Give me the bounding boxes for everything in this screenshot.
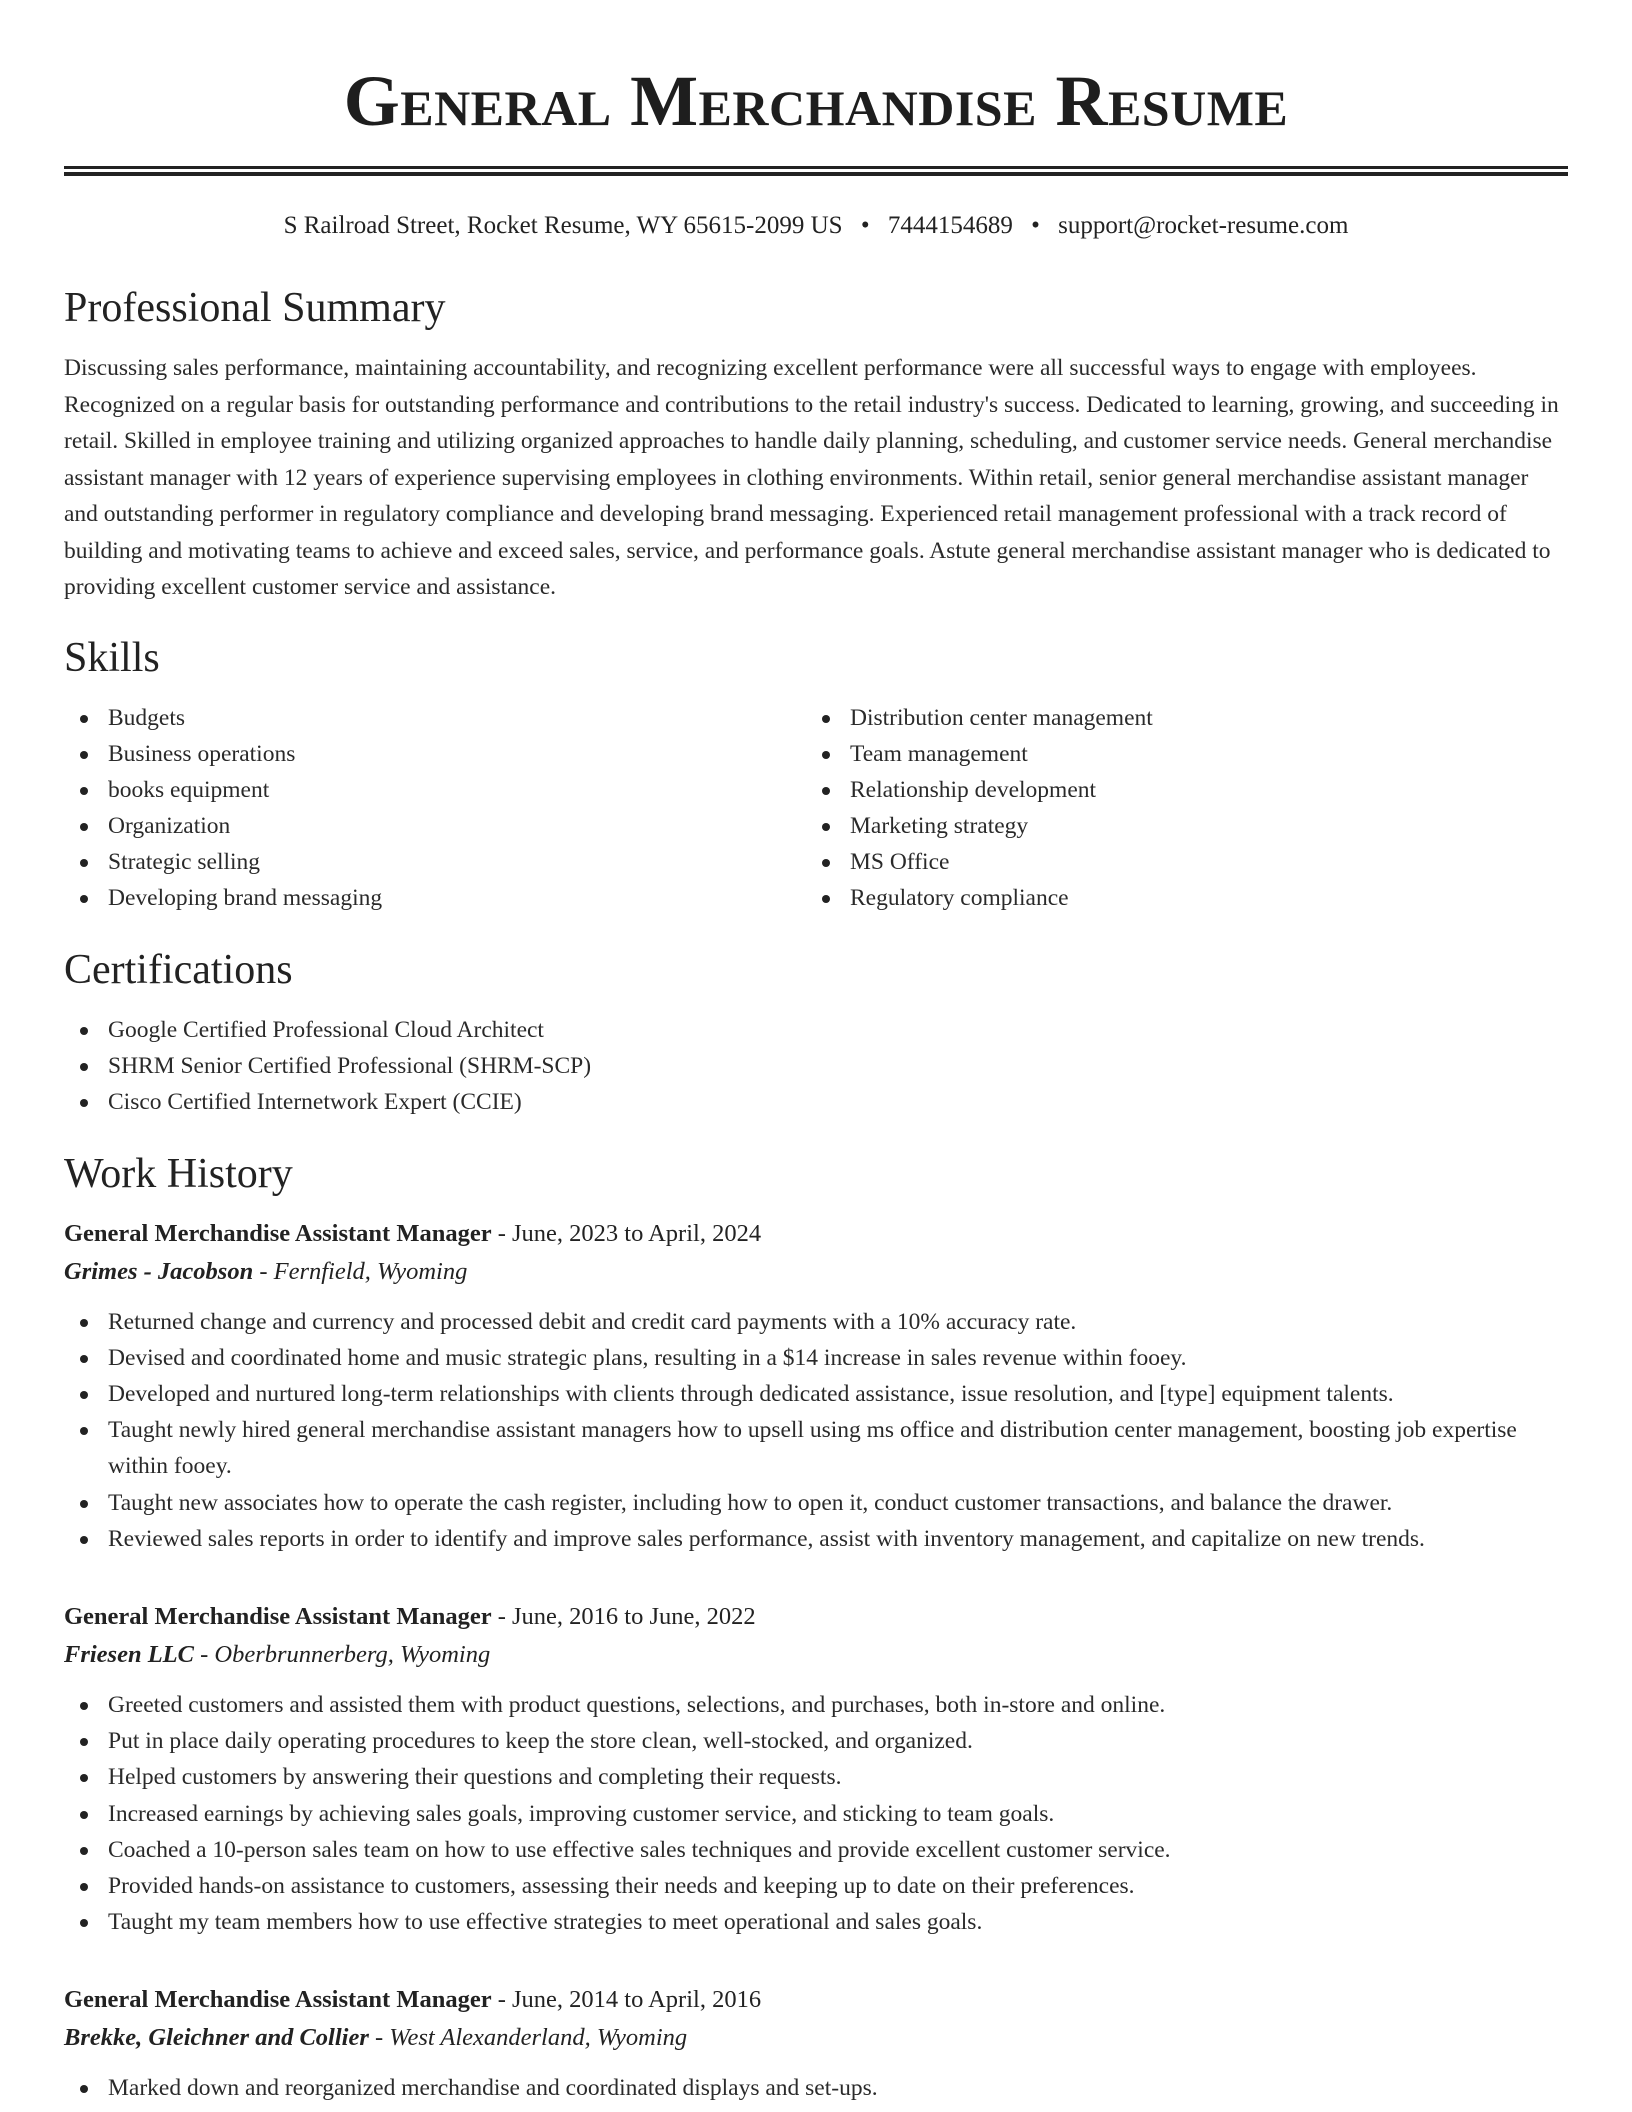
skill-item: Strategic selling	[64, 844, 806, 880]
summary-heading: Professional Summary	[64, 285, 446, 331]
job-bullet: Coached a 10-person sales team on how to use effective sales techniques and provide excellent customer service.	[64, 1832, 1568, 1868]
job-company-line	[64, 1635, 1568, 1675]
skills-list-right	[806, 700, 1548, 916]
skill-item: Business operations	[64, 736, 806, 772]
skill-item: books equipment	[64, 772, 806, 808]
job-bullet: Taught newly hired general merchandise assistant managers how to upsell using ms office and distribution center management, boosting job expertise within fooey.	[64, 1412, 1568, 1484]
job-bullets	[64, 1304, 1568, 1557]
skills-columns	[64, 700, 1568, 916]
page-title: General Merchandise Resume	[343, 61, 1289, 141]
job-bullet: Put in place daily operating procedures to keep the store clean, well-stocked, and organized.	[64, 1723, 1568, 1759]
contact-separator: •	[1031, 212, 1040, 239]
job-bullet: Greeted customers and assisted them with product questions, selections, and purchases, both in-store and online.	[64, 1687, 1568, 1723]
job-header	[64, 1982, 1568, 2018]
skill-item: MS Office	[806, 844, 1548, 880]
skill-item: Marketing strategy	[806, 808, 1548, 844]
title-divider	[64, 166, 1568, 176]
job-bullet: Marked down and reorganized merchandise and coordinated displays and set-ups.	[64, 2070, 1568, 2106]
job-entry	[64, 1599, 1568, 1940]
job-company: Grimes - Jacobson	[64, 1257, 254, 1285]
job-role: General Merchandise Assistant Manager	[64, 1219, 492, 1247]
skill-item: Distribution center management	[806, 700, 1548, 736]
resume-page	[64, 0, 1568, 2107]
job-location: - Fernfield, Wyoming	[253, 1257, 468, 1285]
skill-item: Budgets	[64, 700, 806, 736]
job-entry	[64, 1982, 1568, 2106]
certification-item: Google Certified Professional Cloud Architect	[64, 1012, 1568, 1048]
skills-list-left	[64, 700, 806, 916]
job-bullet: Taught new associates how to operate the cash register, including how to open it, conduct customer transactions, and balance the drawer.	[64, 1485, 1568, 1521]
contact-phone: 7444154689	[887, 212, 1013, 239]
skills-heading: Skills	[64, 634, 160, 681]
certifications-heading: Certifications	[64, 946, 293, 993]
job-bullet: Helped customers by answering their questions and completing their requests.	[64, 1759, 1568, 1795]
job-company: Friesen LLC	[64, 1640, 194, 1668]
job-dates: - June, 2023 to April, 2024	[491, 1219, 762, 1247]
skill-item: Regulatory compliance	[806, 880, 1548, 916]
skill-item: Developing brand messaging	[64, 880, 806, 916]
job-bullets	[64, 1687, 1568, 1940]
job-company: Brekke, Gleichner and Collier	[64, 2024, 369, 2052]
job-dates: - June, 2016 to June, 2022	[491, 1602, 756, 1630]
skill-item: Team management	[806, 736, 1548, 772]
job-location: - Oberbrunnerberg, Wyoming	[194, 1640, 491, 1668]
contact-email[interactable]: support@rocket-resume.com	[1058, 212, 1349, 239]
job-dates: - June, 2014 to April, 2016	[491, 1986, 762, 2014]
certification-item: SHRM Senior Certified Professional (SHRM-SCP)	[64, 1048, 1568, 1084]
work-history-heading: Work History	[64, 1150, 293, 1197]
job-bullet: Developed and nurtured long-term relationships with clients through dedicated assistance, issue resolution, and [type] equipment talents.	[64, 1376, 1568, 1412]
skill-item: Organization	[64, 808, 806, 844]
job-bullets	[64, 2070, 1568, 2106]
contact-address: S Railroad Street, Rocket Resume, WY 65615-2099 US	[283, 212, 843, 239]
job-bullet: Devised and coordinated home and music strategic plans, resulting in a $14 increase in sales revenue within fooey.	[64, 1340, 1568, 1376]
summary-text: Discussing sales performance, maintaining accountability, and recognizing excellent performance were all successful ways to engage with employees. Recognized on a regular basis for outstanding performance and contributions to the retail industry's success. Dedicated to learning, growing, and succeeding in retail. Skilled in employee training and utilizing organized approaches to handle daily planning, scheduling, and customer service needs. General merchandise assistant manager with 12 years of experience supervising employees in clothing environments. Within retail, senior general merchandise assistant manager and outstanding performer in regulatory compliance and developing brand messaging. Experienced retail management professional with a track record of building and motivating teams to achieve and exceed sales, service, and performance goals. Astute general merchandise assistant manager who is dedicated to providing excellent customer service and assistance.	[64, 355, 1559, 600]
job-bullet: Returned change and currency and processed debit and credit card payments with a 10% accuracy rate.	[64, 1304, 1568, 1340]
job-bullet: Taught my team members how to use effective strategies to meet operational and sales goals.	[64, 1904, 1568, 1940]
job-bullet: Reviewed sales reports in order to identify and improve sales performance, assist with inventory management, and capitalize on new trends.	[64, 1521, 1568, 1557]
skill-item: Relationship development	[806, 772, 1548, 808]
job-role: General Merchandise Assistant Manager	[64, 1986, 492, 2014]
job-bullet: Provided hands-on assistance to customers, assessing their needs and keeping up to date on their preferences.	[64, 1868, 1568, 1904]
job-header	[64, 1216, 1568, 1252]
job-role: General Merchandise Assistant Manager	[64, 1602, 492, 1630]
job-entry	[64, 1216, 1568, 1557]
job-location: - West Alexanderland, Wyoming	[368, 2024, 688, 2052]
contact-separator: •	[860, 212, 870, 239]
contact-line	[64, 210, 1568, 242]
certifications-list	[64, 1012, 1568, 1120]
job-company-line	[64, 2018, 1568, 2058]
job-header	[64, 1599, 1568, 1635]
job-company-line	[64, 1252, 1568, 1292]
certification-item: Cisco Certified Internetwork Expert (CCIE)	[64, 1084, 1568, 1120]
job-bullet: Increased earnings by achieving sales goals, improving customer service, and sticking to team goals.	[64, 1796, 1568, 1832]
